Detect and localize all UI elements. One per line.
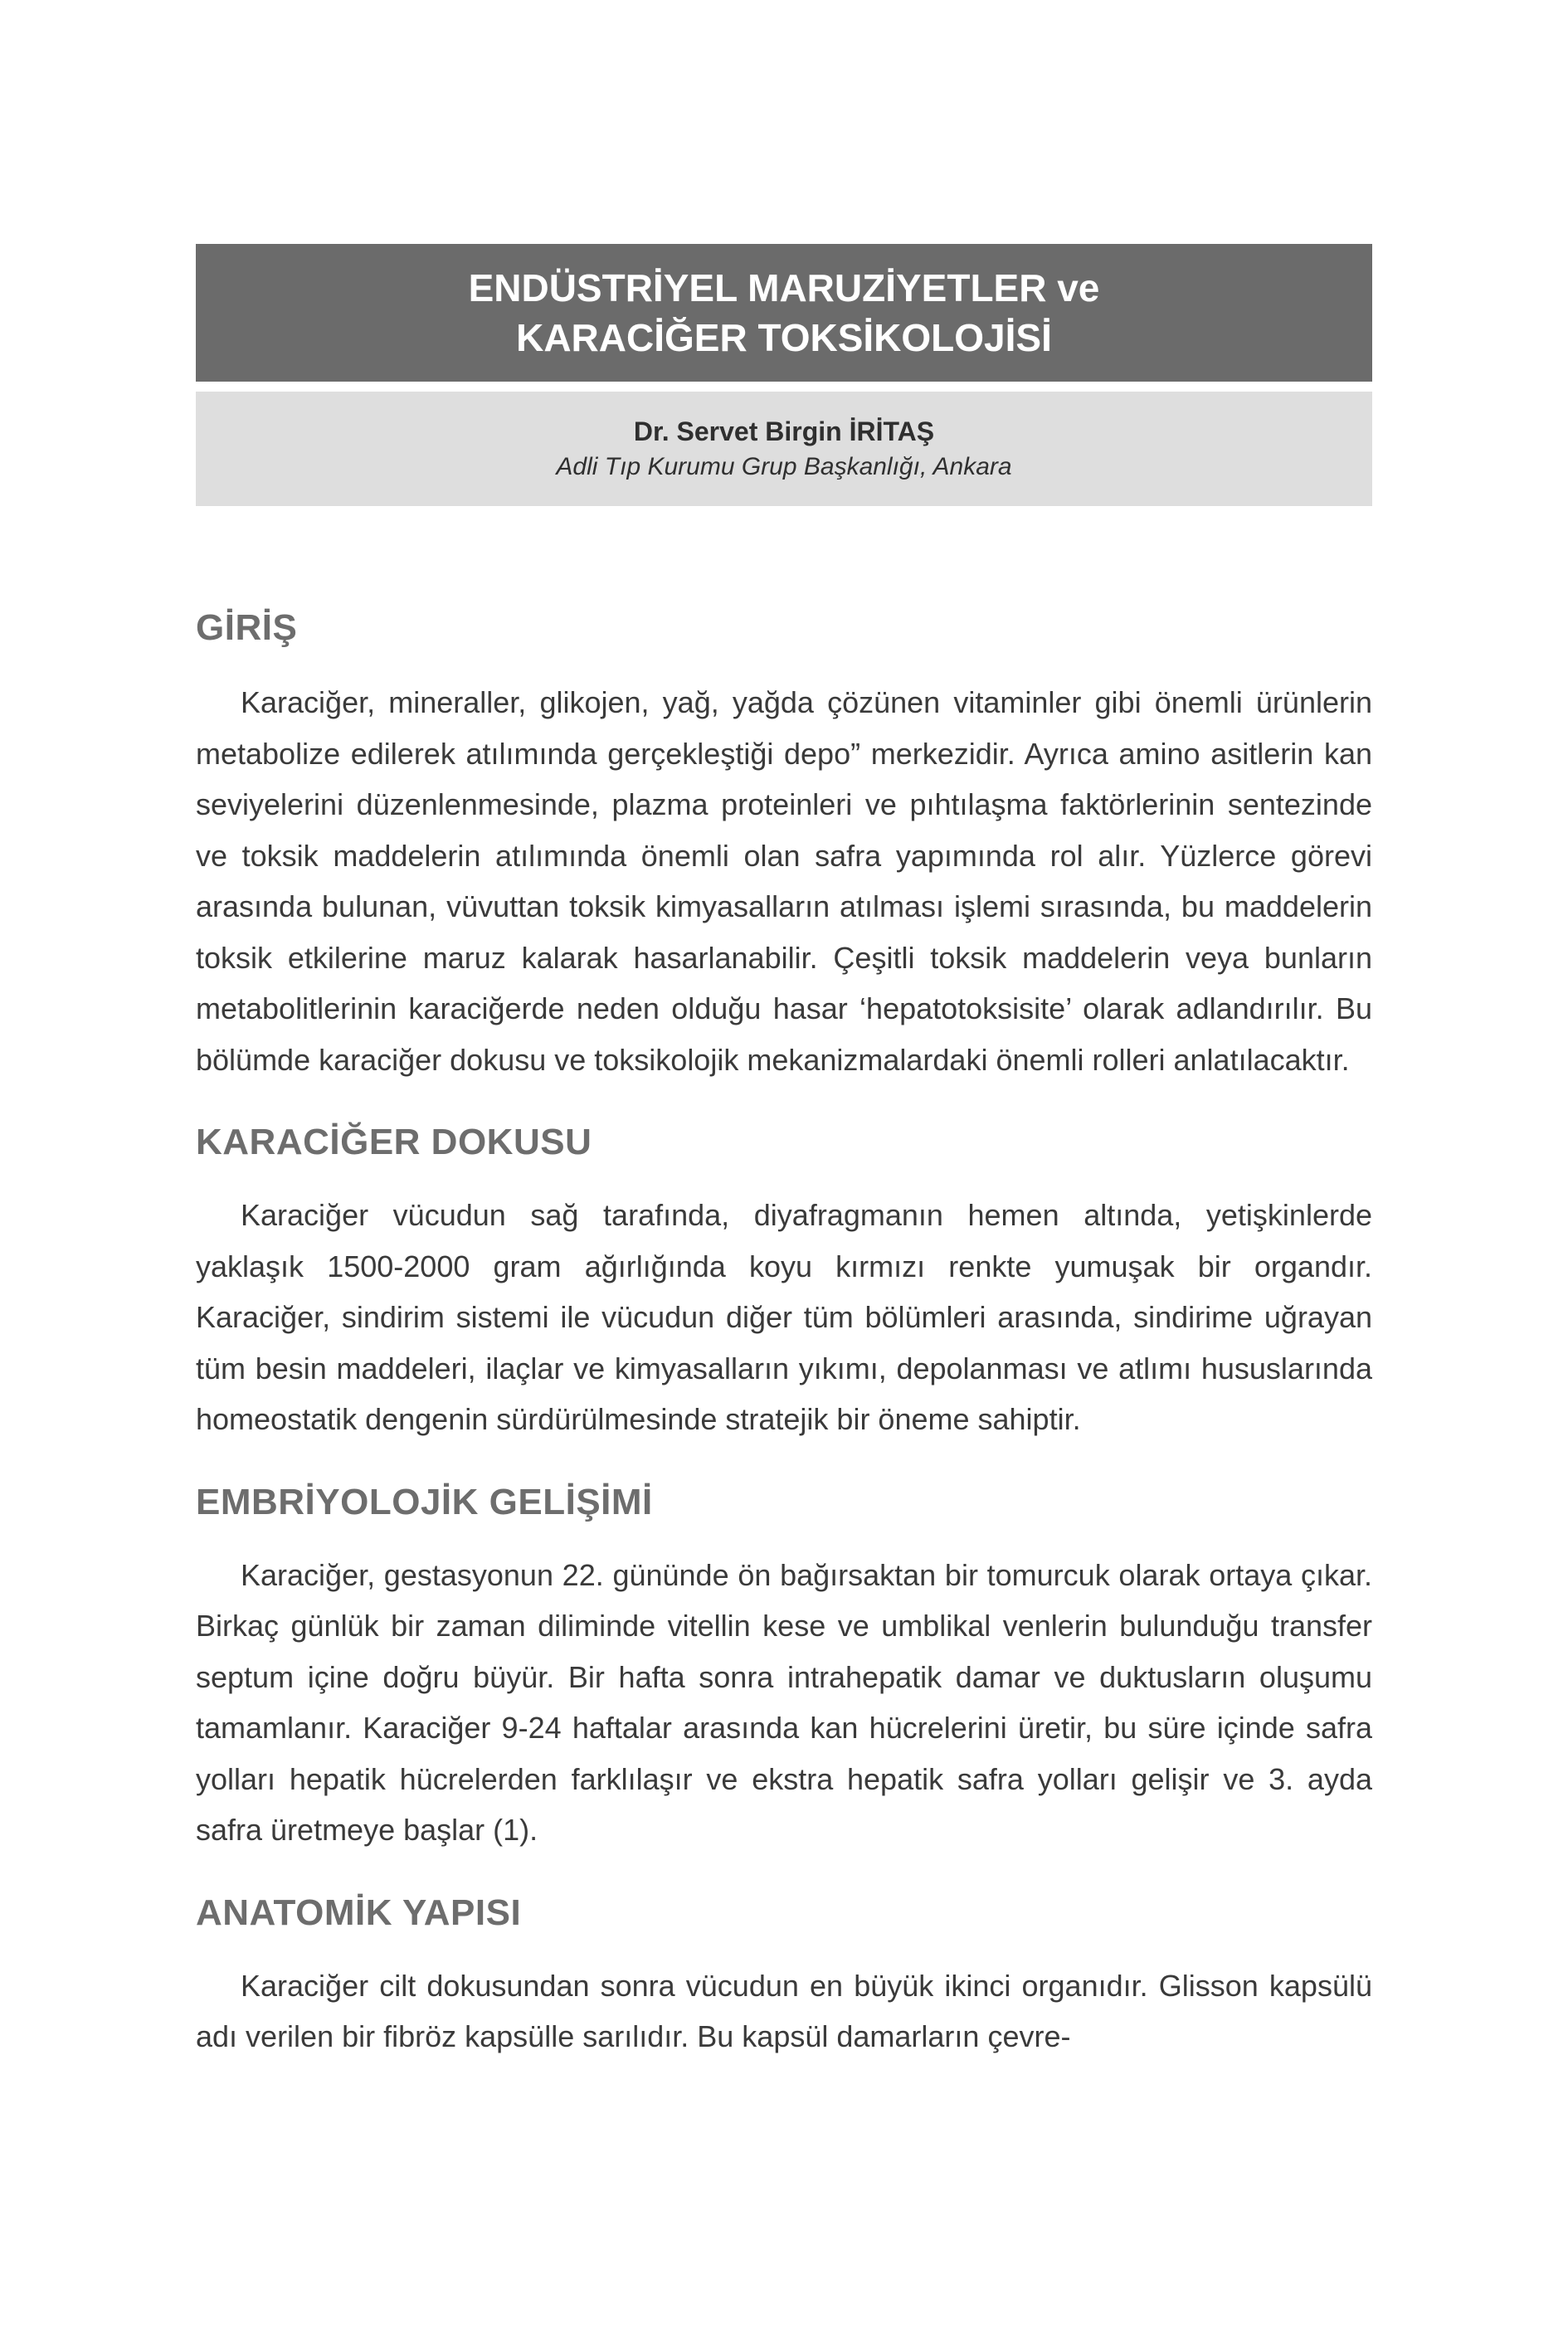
- section-body-anatomik-yapisi: Karaciğer cilt dokusundan sonra vücudun en büyük ikinci organıdır. Glisson kapsülü adı verilen bir fibröz kapsülle sarılıdır. Bu kapsül damarların çevre-: [196, 1968, 1372, 2053]
- chapter-title-line-1: ENDÜSTRİYEL MARUZİYETLER ve: [468, 266, 1100, 309]
- section-body-giris: Karaciğer, mineraller, glikojen, yağ, yağda çözünen vitaminler gibi önemli ürünlerin metabolize edilerek atılımında gerçekleştiği depo” merkezidir. Ayrıca amino asitlerin kan seviyelerini düzenlenmesinde, plazma proteinleri ve pıhtılaşma faktörlerinin sentezinde ve toksik maddelerin atılımında önemli olan safra yapımında rol alır. Yüzlerce görevi arasında bulunan, vüvuttan toksik kimyasalların atılması işlemi sırasında, bu maddelerin toksik etkilerine maruz kalarak hasarlanabilir. Çeşitli toksik maddelerin veya bunların metabolitlerinin karaciğerde neden olduğu hasar ‘hepatotoksisite’ olarak adlandırılır. Bu bölümde karaciğer dokusu ve toksikolojik mekanizmalardaki önemli rolleri anlatılacaktır.: [196, 685, 1372, 1077]
- section-heading-anatomik-yapisi: ANATOMİK YAPISI: [196, 1892, 522, 1933]
- section-heading-embriyolojik-gelisimi: EMBRİYOLOJİK GELİŞİMİ: [196, 1481, 653, 1522]
- author-box: [196, 392, 1372, 506]
- author-affiliation: Adli Tıp Kurumu Grup Başkanlığı, Ankara: [556, 453, 1012, 480]
- chapter-title-line-2: KARACİĞER TOKSİKOLOJİSİ: [516, 316, 1052, 359]
- author-name: Dr. Servet Birgin İRİTAŞ: [633, 416, 935, 446]
- chapter-title-box: [196, 244, 1372, 382]
- document-page: [196, 244, 1372, 2062]
- section-heading-karaciger-dokusu: KARACİĞER DOKUSU: [196, 1122, 592, 1162]
- section-body-embriyolojik-gelisimi: Karaciğer, gestasyonun 22. gününde ön bağırsaktan bir tomurcuk olarak ortaya çıkar. Birkaç günlük bir zaman diliminde vitellin kese ve umblikal venlerin bulunduğu transfer septum içine doğru büyür. Bir hafta sonra intrahepatik damar ve duktusların oluşumu tamamlanır. Karaciğer 9-24 haftalar arasında kan hücrelerini üretir, bu süre içinde safra yolları hepatik hücrelerden farklılaşır ve ekstra hepatik safra yolları gelişir ve 3. ayda safra üretmeye başlar (1).: [196, 1557, 1372, 1847]
- section-heading-giris: GİRİŞ: [196, 607, 298, 648]
- section-body-karaciger-dokusu: Karaciğer vücudun sağ tarafında, diyafragmanın hemen altında, yetişkinlerde yaklaşık 1500-2000 gram ağırlığında koyu kırmızı renkte yumuşak bir organdır. Karaciğer, sindirim sistemi ile vücudun diğer tüm bölümleri arasında, sindirime uğrayan tüm besin maddeleri, ilaçlar ve kimyasalların yıkımı, depolanması ve atlımı hususlarında homeostatik dengenin sürdürülmesinde stratejik bir öneme sahiptir.: [196, 1198, 1372, 1436]
